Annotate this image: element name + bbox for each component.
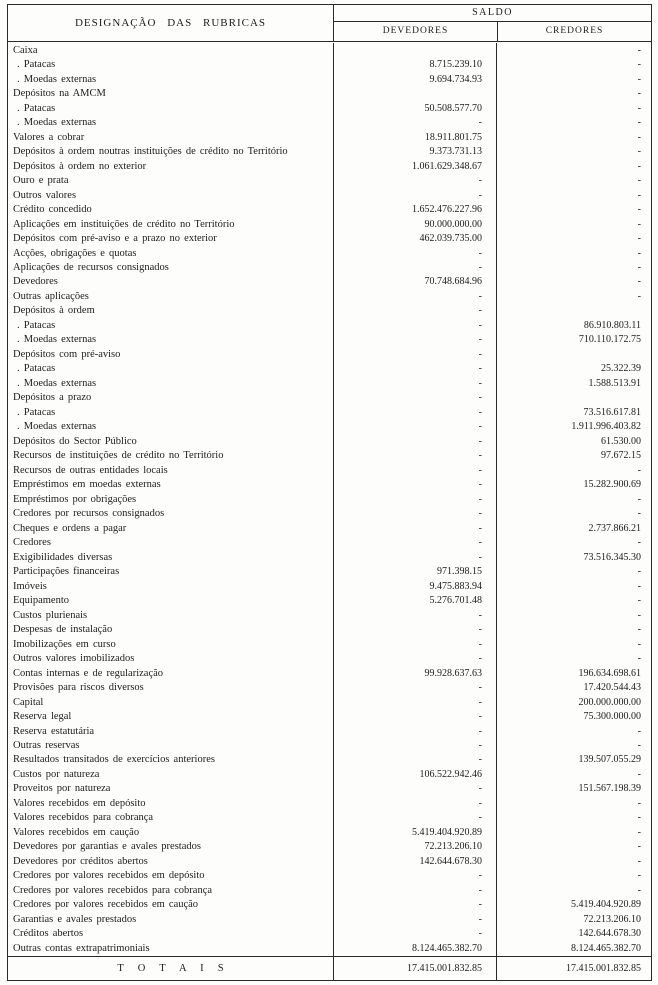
table-row	[8, 463, 651, 477]
devedores-value: 1.061.629.348.67	[333, 159, 496, 173]
rubrica-label: Aplicações em instituições de crédito no Território	[13, 218, 235, 230]
devedores-value: -	[333, 376, 496, 390]
devedores-value: -	[333, 304, 496, 318]
credores-value: 73.516.617.81	[496, 405, 651, 419]
credores-value: 1.911.996.403.82	[496, 420, 651, 434]
credores-value: 72.213.206.10	[496, 912, 651, 926]
devedores-value: -	[333, 449, 496, 463]
credores-value: 1.588.513.91	[496, 376, 651, 390]
devedores-value: -	[333, 507, 496, 521]
credores-value: -	[496, 173, 651, 187]
rubrica-label: Valores recebidos em caução	[13, 826, 140, 838]
rubrica-label: Garantias e avales prestados	[13, 913, 137, 925]
credores-value: 142.644.678.30	[496, 927, 651, 941]
devedores-value: 9.373.731.13	[333, 144, 496, 158]
table-row	[8, 202, 651, 216]
rubrica-label: Devedores por créditos abertos	[13, 855, 148, 867]
devedores-value: -	[333, 738, 496, 752]
table-row	[8, 289, 651, 303]
column-header-designacao: DESIGNAÇÃO DAS RUBRICAS	[74, 17, 267, 29]
devedores-value: 99.928.637.63	[333, 666, 496, 680]
devedores-value: 971.398.15	[333, 564, 496, 578]
credores-value: -	[496, 130, 651, 144]
rubrica-label: Outras reservas	[13, 739, 80, 751]
rubrica-label: Custos plurienais	[13, 609, 88, 621]
rubrica-label: Depósitos à ordem no exterior	[13, 160, 147, 172]
balance-table	[7, 4, 652, 981]
table-row	[8, 43, 651, 57]
devedores-value: -	[333, 434, 496, 448]
devedores-value: -	[333, 608, 496, 622]
rubrica-label: . Moedas externas	[17, 377, 97, 389]
table-row	[8, 898, 651, 912]
rubrica-label: Caixa	[13, 44, 38, 56]
credores-value: 196.634.698.61	[496, 666, 651, 680]
devedores-value: 5.276.701.48	[333, 593, 496, 607]
devedores-value: -	[333, 115, 496, 129]
credores-value: -	[496, 767, 651, 781]
devedores-value: -	[333, 391, 496, 405]
rubrica-label: . Patacas	[17, 102, 56, 114]
credores-value: -	[496, 608, 651, 622]
table-row	[8, 927, 651, 941]
devedores-value: 9.694.734.93	[333, 72, 496, 86]
credores-value: -	[496, 507, 651, 521]
devedores-value	[333, 86, 496, 100]
table-row	[8, 188, 651, 202]
credores-value: -	[496, 217, 651, 231]
rubrica-label: . Moedas externas	[17, 334, 97, 346]
credores-value: -	[496, 101, 651, 115]
table-row	[8, 883, 651, 897]
credores-value: -	[496, 144, 651, 158]
credores-value: -	[496, 593, 651, 607]
table-row	[8, 651, 651, 665]
devedores-value: -	[333, 405, 496, 419]
devedores-value: -	[333, 362, 496, 376]
table-row	[8, 333, 651, 347]
table-row	[8, 159, 651, 173]
table-row	[8, 217, 651, 231]
table-row	[8, 275, 651, 289]
table-row	[8, 507, 651, 521]
credores-value: -	[496, 86, 651, 100]
table-row	[8, 724, 651, 738]
totals-credores-value: 17.415.001.832.85	[496, 957, 651, 980]
credores-value: -	[496, 840, 651, 854]
table-row	[8, 796, 651, 810]
rubrica-label: Depósitos na AMCM	[13, 88, 106, 100]
credores-value: -	[496, 43, 651, 57]
devedores-value: -	[333, 289, 496, 303]
rubrica-label: Devedores	[13, 276, 58, 288]
table-row	[8, 680, 651, 694]
rubrica-label: Credores por valores recebidos em caução	[13, 899, 199, 911]
table-row	[8, 521, 651, 535]
devedores-value: -	[333, 260, 496, 274]
devedores-value	[333, 43, 496, 57]
credores-value: -	[496, 869, 651, 883]
table-row	[8, 101, 651, 115]
credores-value: 151.567.198.39	[496, 782, 651, 796]
table-row	[8, 854, 651, 868]
rubrica-label: Crédito concedido	[13, 204, 92, 216]
devedores-value: -	[333, 709, 496, 723]
credores-value: -	[496, 246, 651, 260]
table-row	[8, 57, 651, 71]
column-header-devedores: DEVEDORES	[382, 26, 449, 36]
table-row	[8, 231, 651, 245]
saldo-subheaders	[334, 22, 651, 41]
credores-value: -	[496, 289, 651, 303]
table-row	[8, 449, 651, 463]
devedores-value: -	[333, 651, 496, 665]
devedores-value: -	[333, 796, 496, 810]
devedores-value: -	[333, 695, 496, 709]
table-row	[8, 246, 651, 260]
table-row	[8, 840, 651, 854]
rubrica-label: Outros valores imobilizados	[13, 653, 135, 665]
credores-value	[496, 304, 651, 318]
column-header-credores: CREDORES	[497, 22, 651, 41]
rubrica-label: Resultados transitados de exercícios anteriores	[13, 754, 215, 766]
credores-value: 75.300.000.00	[496, 709, 651, 723]
table-row	[8, 811, 651, 825]
devedores-value: 90.000.000.00	[333, 217, 496, 231]
rubrica-label: Depósitos à ordem noutras instituições de crédito no Território	[13, 146, 288, 158]
credores-value: -	[496, 811, 651, 825]
rubrica-label: Ouro e prata	[13, 175, 69, 187]
rubrica-label: . Patacas	[17, 319, 56, 331]
devedores-value: 142.644.678.30	[333, 854, 496, 868]
credores-value: -	[496, 883, 651, 897]
rubrica-label: Credores	[13, 537, 51, 549]
devedores-value: -	[333, 318, 496, 332]
devedores-value: -	[333, 463, 496, 477]
rubrica-label: Outras contas extrapatrimoniais	[13, 942, 150, 954]
credores-value: 61.530.00	[496, 434, 651, 448]
credores-value: -	[496, 579, 651, 593]
rubrica-label: Acções, obrigações e quotas	[13, 247, 137, 259]
devedores-value: -	[333, 622, 496, 636]
credores-value: -	[496, 724, 651, 738]
devedores-value: -	[333, 912, 496, 926]
credores-value: -	[496, 159, 651, 173]
rubrica-label: Credores por valores recebidos para cobrança	[13, 884, 213, 896]
rubrica-label: . Moedas externas	[17, 421, 97, 433]
credores-value: -	[496, 463, 651, 477]
table-row	[8, 72, 651, 86]
rubrica-label: Depósitos à ordem	[13, 305, 95, 317]
devedores-value: -	[333, 898, 496, 912]
devedores-value: 8.124.465.382.70	[333, 941, 496, 955]
table-row	[8, 608, 651, 622]
devedores-value: -	[333, 246, 496, 260]
rubrica-label: Cheques e ordens a pagar	[13, 522, 127, 534]
rubrica-label: Empréstimos em moedas externas	[13, 479, 161, 491]
credores-value: -	[496, 564, 651, 578]
table-row	[8, 318, 651, 332]
credores-value: -	[496, 535, 651, 549]
devedores-value: 50.508.577.70	[333, 101, 496, 115]
devedores-value: -	[333, 492, 496, 506]
table-row	[8, 550, 651, 564]
table-row	[8, 593, 651, 607]
credores-value: 2.737.866.21	[496, 521, 651, 535]
credores-value: -	[496, 651, 651, 665]
table-row	[8, 579, 651, 593]
table-row	[8, 86, 651, 100]
credores-value: 8.124.465.382.70	[496, 941, 651, 955]
rubrica-label: Empréstimos por obrigações	[13, 493, 137, 505]
devedores-value: -	[333, 188, 496, 202]
devedores-value: -	[333, 680, 496, 694]
table-row	[8, 434, 651, 448]
rubrica-label: Proveitos por natureza	[13, 783, 111, 795]
rubrica-label: Exigibilidades diversas	[13, 551, 113, 563]
column-header-saldo: SALDO	[334, 5, 651, 22]
credores-value: -	[496, 854, 651, 868]
credores-value: -	[496, 825, 651, 839]
devedores-value: 1.652.476.227.96	[333, 202, 496, 216]
devedores-value: -	[333, 535, 496, 549]
table-row	[8, 782, 651, 796]
rubrica-label: Aplicações de recursos consignados	[13, 262, 169, 273]
table-row	[8, 622, 651, 636]
rubrica-label: Valores recebidos para cobrança	[13, 812, 154, 824]
table-row	[8, 825, 651, 839]
table-row	[8, 115, 651, 129]
rubrica-label: Depósitos do Sector Público	[13, 435, 137, 447]
table-row	[8, 666, 651, 680]
table-row	[8, 130, 651, 144]
saldo-header-group	[333, 5, 651, 41]
credores-value: 25.322.39	[496, 362, 651, 376]
credores-value: 139.507.055.29	[496, 753, 651, 767]
devedores-value: -	[333, 927, 496, 941]
devedores-value: -	[333, 333, 496, 347]
credores-value: -	[496, 275, 651, 289]
rubrica-label: Credores por recursos consignados	[13, 508, 165, 520]
credores-value: 73.516.345.30	[496, 550, 651, 564]
rubrica-label: . Moedas externas	[17, 73, 97, 85]
table-row	[8, 709, 651, 723]
rubrica-label: Recursos de outras entidades locais	[13, 464, 168, 476]
rubrica-label: Valores a cobrar	[13, 131, 85, 143]
rubrica-label: Reserva legal	[13, 711, 72, 723]
credores-value: 710.110.172.75	[496, 333, 651, 347]
credores-value	[496, 347, 651, 361]
devedores-value: -	[333, 173, 496, 187]
credores-value: -	[496, 115, 651, 129]
table-row	[8, 362, 651, 376]
table-row	[8, 391, 651, 405]
devedores-value: 106.522.942.46	[333, 767, 496, 781]
table-row	[8, 304, 651, 318]
table-row	[8, 535, 651, 549]
table-row	[8, 695, 651, 709]
totals-label: T O T A I S	[117, 963, 229, 974]
rubrica-label: Provisões para riscos diversos	[13, 682, 144, 694]
table-row	[8, 420, 651, 434]
devedores-value: -	[333, 782, 496, 796]
table-row	[8, 260, 651, 274]
credores-value: 97.672.15	[496, 449, 651, 463]
devedores-value: -	[333, 811, 496, 825]
devedores-value: 9.475.883.94	[333, 579, 496, 593]
rubrica-label: Outras aplicações	[13, 290, 89, 302]
credores-value: -	[496, 231, 651, 245]
credores-value: -	[496, 57, 651, 71]
rubrica-label: . Patacas	[17, 406, 56, 418]
rubrica-label: Despesas de instalação	[13, 624, 113, 636]
totals-row	[8, 956, 651, 980]
devedores-value: -	[333, 724, 496, 738]
devedores-value: 5.419.404.920.89	[333, 825, 496, 839]
rubrica-label: Depósitos a prazo	[13, 392, 92, 404]
devedores-value: 72.213.206.10	[333, 840, 496, 854]
devedores-value: -	[333, 883, 496, 897]
rubrica-label: Imobilizações em curso	[13, 638, 116, 650]
table-row	[8, 478, 651, 492]
rubrica-label: Valores recebidos em depósito	[13, 797, 146, 809]
credores-value: -	[496, 738, 651, 752]
table-row	[8, 173, 651, 187]
table-row	[8, 767, 651, 781]
devedores-value: 70.748.684.96	[333, 275, 496, 289]
rubrica-label: Contas internas e de regularização	[13, 667, 164, 679]
credores-value: -	[496, 202, 651, 216]
table-row	[8, 912, 651, 926]
table-row	[8, 869, 651, 883]
rubrica-label: Equipamento	[13, 595, 69, 607]
credores-value: -	[496, 188, 651, 202]
rubrica-label: Custos por natureza	[13, 768, 100, 780]
credores-value: 86.910.803.11	[496, 318, 651, 332]
table-row	[8, 564, 651, 578]
credores-value: -	[496, 622, 651, 636]
devedores-value: -	[333, 521, 496, 535]
totals-devedores-value: 17.415.001.832.85	[333, 957, 496, 980]
table-row	[8, 738, 651, 752]
rubrica-label: . Moedas externas	[17, 117, 97, 129]
rubrica-label: Depósitos com pré-aviso	[13, 348, 121, 360]
devedores-value: -	[333, 478, 496, 492]
devedores-value: -	[333, 550, 496, 564]
credores-value: -	[496, 637, 651, 651]
rubrica-label: Outros valores	[13, 189, 77, 201]
devedores-value: 462.039.735.00	[333, 231, 496, 245]
rubrica-label: Recursos de instituições de crédito no Território	[13, 450, 224, 462]
table-row	[8, 144, 651, 158]
table-row	[8, 405, 651, 419]
credores-value: 5.419.404.920.89	[496, 898, 651, 912]
credores-value: -	[496, 796, 651, 810]
table-row	[8, 492, 651, 506]
rubrica-label: . Patacas	[17, 59, 56, 71]
devedores-value: -	[333, 347, 496, 361]
table-row	[8, 753, 651, 767]
rubrica-label: Participações financeiras	[13, 566, 120, 578]
credores-value: 17.420.544.43	[496, 680, 651, 694]
devedores-value: -	[333, 637, 496, 651]
credores-value: -	[496, 260, 651, 274]
rubrica-label: Capital	[13, 696, 44, 708]
rubrica-label: . Patacas	[17, 363, 56, 375]
rubrica-label: Imóveis	[13, 580, 47, 592]
devedores-value: -	[333, 753, 496, 767]
rubrica-label: Reserva estatutária	[13, 725, 95, 737]
table-row	[8, 376, 651, 390]
credores-value: -	[496, 72, 651, 86]
table-body	[8, 42, 651, 956]
credores-value: -	[496, 492, 651, 506]
devedores-value: -	[333, 420, 496, 434]
devedores-value: 8.715.239.10	[333, 57, 496, 71]
rubrica-label: Devedores por garantias e avales prestados	[13, 841, 201, 853]
table-header	[8, 5, 651, 42]
table-row	[8, 637, 651, 651]
rubrica-label: Créditos abertos	[13, 928, 84, 940]
table-row	[8, 347, 651, 361]
credores-value	[496, 391, 651, 405]
table-row	[8, 941, 651, 955]
rubrica-label: Credores por valores recebidos em depósito	[13, 870, 205, 882]
rubrica-label: Depósitos com pré-aviso e a prazo no exterior	[13, 233, 217, 245]
devedores-value: 18.911.801.75	[333, 130, 496, 144]
credores-value: 15.282.900.69	[496, 478, 651, 492]
credores-value: 200.000.000.00	[496, 695, 651, 709]
devedores-value: -	[333, 869, 496, 883]
